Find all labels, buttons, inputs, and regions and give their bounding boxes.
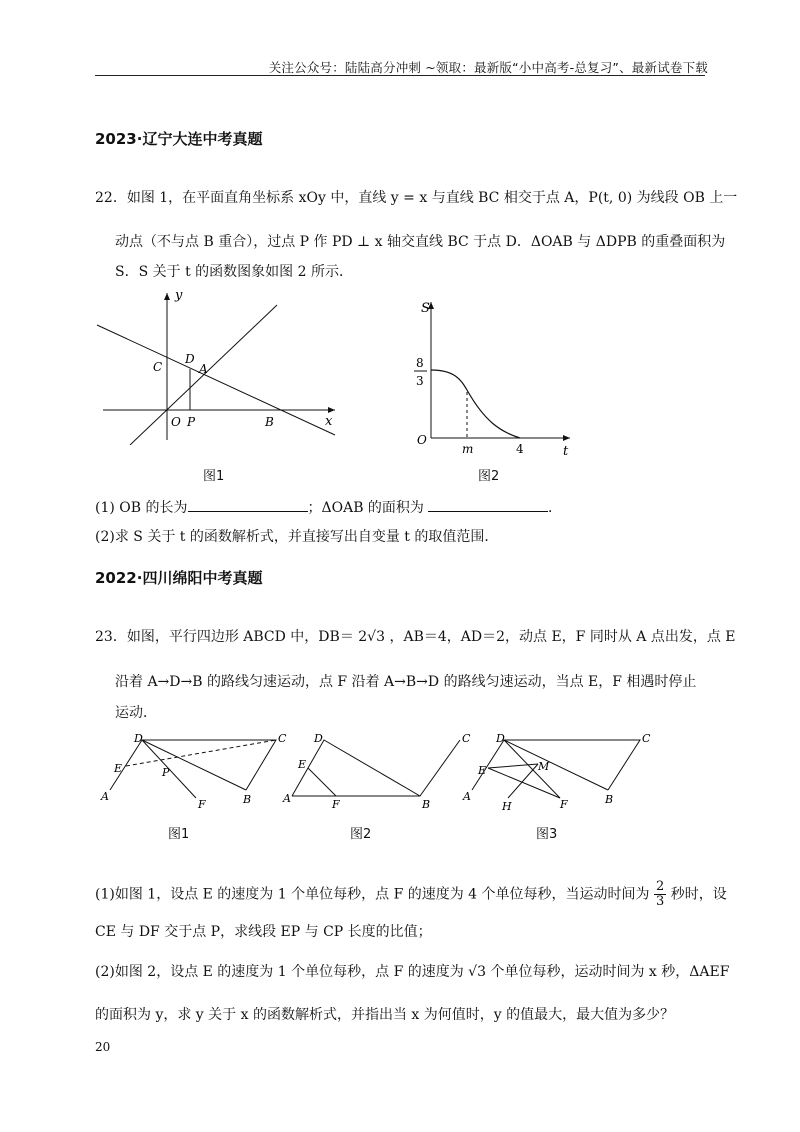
- answer-blank-area[interactable]: [428, 497, 548, 512]
- q22-fig1-caption: 图1: [203, 469, 225, 484]
- q23f2-c: C: [462, 732, 471, 745]
- fig1-label-x: x: [325, 414, 333, 429]
- fig2-label-t: t: [563, 444, 569, 457]
- q23f3-e: E: [478, 764, 487, 777]
- q23f3-f: F: [560, 798, 568, 811]
- q23-part1-line1: [95, 880, 727, 909]
- q23f2-d: D: [314, 732, 323, 745]
- answer-blank-ob[interactable]: [188, 497, 308, 512]
- frac-num: 2: [656, 879, 665, 894]
- fig1-label-y: y: [175, 288, 183, 303]
- q23-part2-line1: (2)如图 2，设点 E 的速度为 1 个单位每秒，点 F 的速度为 √3 个单位每秒，运动时间为 x 秒，ΔAEF: [95, 964, 730, 980]
- q23f2-a: A: [283, 792, 291, 805]
- q22-line1: 22．如图 1，在平面直角坐标系 xOy 中，直线 y = x 与直线 BC 相交于点 A，P(t, 0) 为线段 OB 上一: [95, 190, 738, 206]
- fig1-label-b: B: [265, 415, 274, 429]
- q23-fig3-caption: 图3: [536, 827, 558, 842]
- q23-figure3: [460, 728, 660, 823]
- q23f1-b: B: [243, 793, 252, 806]
- q23f1-f: F: [198, 798, 206, 811]
- q23-p1-a: (1)如图 1，设点 E 的速度为 1 个单位每秒，点 F 的速度为 4 个单位每秒，当运动时间为: [95, 886, 650, 903]
- q23-part2-line2: 的面积为 y，求 y 关于 x 的函数解析式，并指出当 x 为何值时，y 的值最大，最大值为多少？: [95, 1007, 675, 1023]
- q23-figure1: [98, 728, 298, 823]
- fig2-label-m: m: [462, 442, 474, 456]
- fig2-label-4: 4: [516, 442, 524, 456]
- q23-part1-line2: CE 与 DF 交于点 P，求线段 EP 与 CP 长度的比值；: [95, 924, 432, 940]
- q23f3-m: M: [538, 760, 550, 773]
- q22-part1: [95, 497, 562, 518]
- fig2-label-den: 3: [416, 374, 424, 388]
- fraction-two-thirds: [654, 880, 666, 909]
- q23f3-h: H: [502, 800, 512, 813]
- fig1-label-p: P: [187, 415, 196, 429]
- q23f2-b: B: [422, 798, 431, 811]
- q23f2-f: F: [332, 798, 340, 811]
- q23-line2: 沿着 A→D→B 的路线匀速运动，点 F 沿着 A→B→D 的路线匀速运动，当点 E，F 相遇时停止: [115, 674, 697, 690]
- q22-part2: (2)求 S 关于 t 的函数解析式，并直接写出自变量 t 的取值范围．: [95, 529, 499, 545]
- q22-part1-a: (1) OB 的长为: [95, 500, 188, 516]
- fig1-label-d: D: [185, 352, 195, 366]
- q23-p1-b: 秒时，设: [670, 886, 727, 903]
- q23f3-b: B: [605, 793, 614, 806]
- q22-fig2-caption: 图2: [478, 469, 500, 484]
- q23f1-p: P: [162, 766, 170, 779]
- q23f1-a: A: [101, 790, 109, 803]
- q23f3-c: C: [642, 732, 651, 745]
- q22-part1-b: ；ΔOAB 的面积为: [307, 500, 424, 516]
- q22-part1-end: ．: [547, 500, 562, 516]
- q23f3-a: A: [463, 790, 471, 803]
- q22-line2: 动点（不与点 B 重合），过点 P 作 PD ⊥ x 轴交直线 BC 于点 D．ΔOAB 与 ΔDPB 的重叠面积为: [115, 234, 726, 250]
- q23-line3: 运动．: [115, 705, 157, 721]
- section-title-2022: 2022·四川绵阳中考真题: [95, 569, 263, 587]
- q23-figure2: [280, 728, 475, 823]
- frac-den: 3: [656, 894, 665, 909]
- q22-line3: S．S 关于 t 的函数图象如图 2 所示．: [115, 264, 353, 280]
- fig2-label-num: 8: [416, 356, 424, 370]
- q23f1-e: E: [114, 762, 123, 775]
- q23f1-c: C: [278, 732, 287, 745]
- q23-fig2-caption: 图2: [350, 827, 372, 842]
- fig2-label-s: S: [421, 301, 430, 316]
- fig2-label-o: O: [417, 433, 427, 447]
- q23-fig1-caption: 图1: [168, 827, 190, 842]
- q23-line1: 23．如图，平行四边形 ABCD 中，DB＝ 2√3 ，AB＝4，AD＝2，动点 E，F 同时从 A 点出发，点 E: [95, 629, 736, 645]
- header-rule: [95, 75, 705, 76]
- fig1-label-o: O: [171, 415, 181, 429]
- q23f1-d: D: [134, 732, 143, 745]
- page-number: 20: [95, 1040, 111, 1054]
- page-header: 关注公众号：陆陆高分冲刺 ~领取：最新版“小中高考-总复习”、最新试卷下载: [268, 60, 708, 75]
- q22-figure2: [405, 292, 575, 457]
- q23f2-e: E: [298, 758, 307, 771]
- fig1-label-a: A: [199, 362, 208, 376]
- q23f3-d: D: [496, 732, 505, 745]
- fig1-label-c: C: [153, 360, 163, 374]
- q22-figure1: [95, 285, 345, 445]
- section-title-2023: 2023·辽宁大连中考真题: [95, 130, 263, 148]
